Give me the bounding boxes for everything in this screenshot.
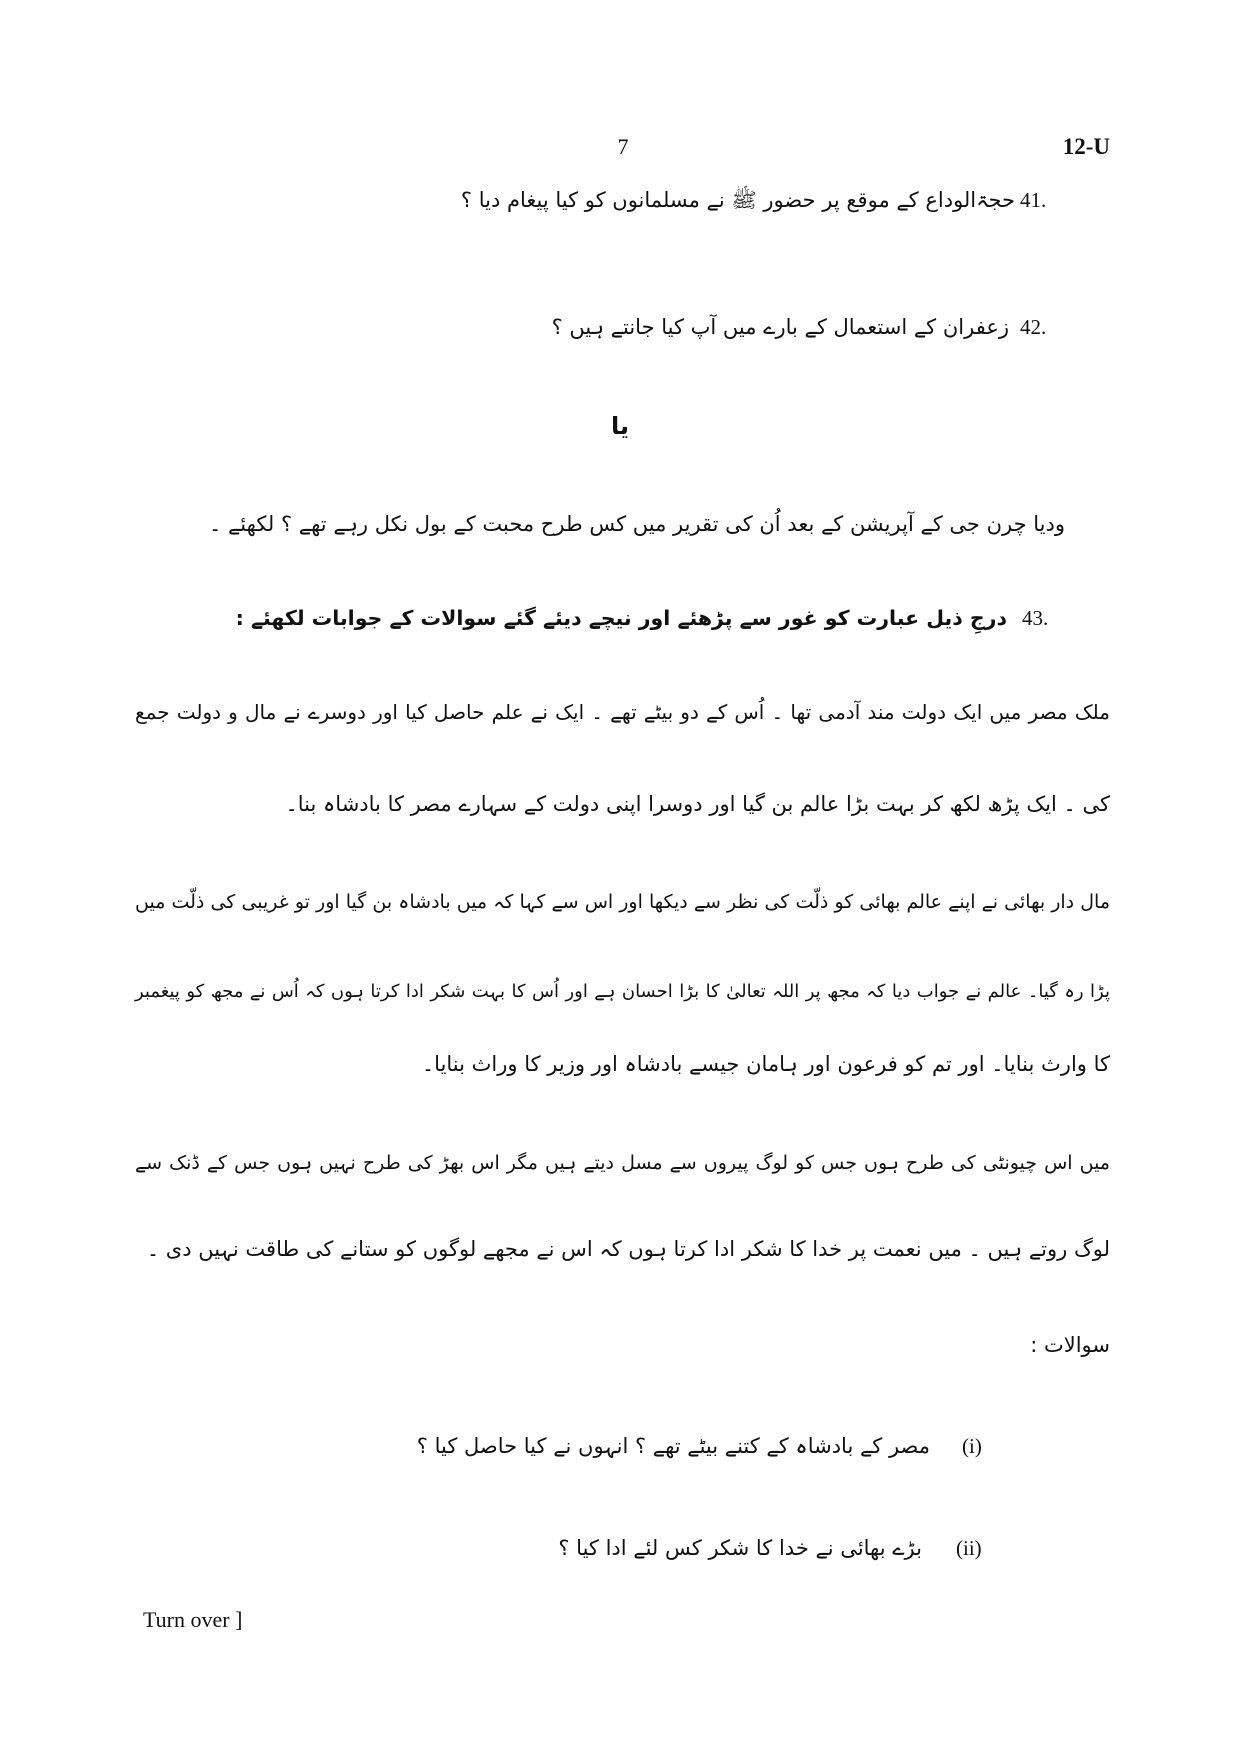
question-42-number: 42.	[1020, 315, 1047, 339]
passage-line: پڑا رہ گیا۔ عالم نے جواب دیا کہ مجھ پر اللہ تعالیٰ کا بڑا احسان ہے اور اُس کا بہت شکر ادا کرتا ہوں کہ اُس نے مجھ کو پیغمبر	[135, 981, 1110, 1002]
passage-line: لوگ روتے ہیں ۔ میں نعمت پر خدا کا شکر ادا کرتا ہوں کہ اس نے مجھے لوگوں کو ستانے کی طاقت نہیں دی ۔	[146, 1237, 1110, 1261]
paper-code: 12-U	[1062, 134, 1110, 159]
question-41-text: حجۃالوداع کے موقع پر حضور ﷺ نے مسلمانوں کو کیا پیغام دیا ؟	[460, 188, 1015, 212]
passage-line: کی ۔ ایک پڑھ لکھ کر بہت بڑا عالم بن گیا اور دوسرا اپنی دولت کے سہارے مصر کا بادشاہ بنا۔	[285, 792, 1110, 816]
sub-question-ii-number: (ii)	[956, 1536, 982, 1560]
passage-line: ملک مصر میں ایک دولت مند آدمی تھا ۔ اُس کے دو بیٹے تھے ۔ ایک نے علم حاصل کیا اور دوسرے نے مال و دولت جمع	[135, 700, 1110, 724]
turn-over-note: Turn over ]	[143, 1607, 243, 1632]
sub-question-i-number: (i)	[962, 1434, 982, 1458]
page-number: 7	[617, 134, 629, 159]
sub-question-i-text: مصر کے بادشاہ کے کتنے بیٹے تھے ؟ انہوں نے کیا حاصل کیا ؟	[416, 1434, 930, 1458]
passage-line: مال دار بھائی نے اپنے عالم بھائی کو ذلّت کی نظر سے دیکھا اور اس سے کہا کہ میں بادشاہ بن گیا اور تو غریبی کی ذلّت میں	[135, 891, 1110, 913]
question-42-text: زعفران کے استعمال کے بارے میں آپ کیا جانتے ہیں ؟	[551, 315, 1009, 339]
alternative-question-text: ودیا چرن جی کے آپریشن کے بعد اُن کی تقریر میں کس طرح محبت کے بول نکل رہے تھے ؟ لکھئے ۔	[209, 512, 1065, 536]
question-43-instruction: درجِ ذیل عبارت کو غور سے پڑھئے اور نیچے دیئے گئے سوالات کے جوابات لکھئے :	[235, 606, 1007, 630]
or-label: یا	[610, 412, 630, 440]
question-41-number: 41.	[1020, 188, 1047, 212]
passage-line: کا وارث بنایا۔ اور تم کو فرعون اور ہامان جیسے بادشاہ اور وزیر کا وراث بنایا۔	[421, 1052, 1110, 1076]
questions-label: سوالات :	[1030, 1333, 1110, 1357]
question-43-number: 43.	[1022, 606, 1049, 630]
passage-line: میں اس چیونٹی کی طرح ہوں جس کو لوگ پیروں سے مسل دیتے ہیں مگر اس بھڑ کی طرح نہیں ہوں جس کے ڈنک سے	[135, 1152, 1110, 1174]
sub-question-ii-text: بڑے بھائی نے خدا کا شکر کس لئے ادا کیا ؟	[558, 1536, 922, 1560]
